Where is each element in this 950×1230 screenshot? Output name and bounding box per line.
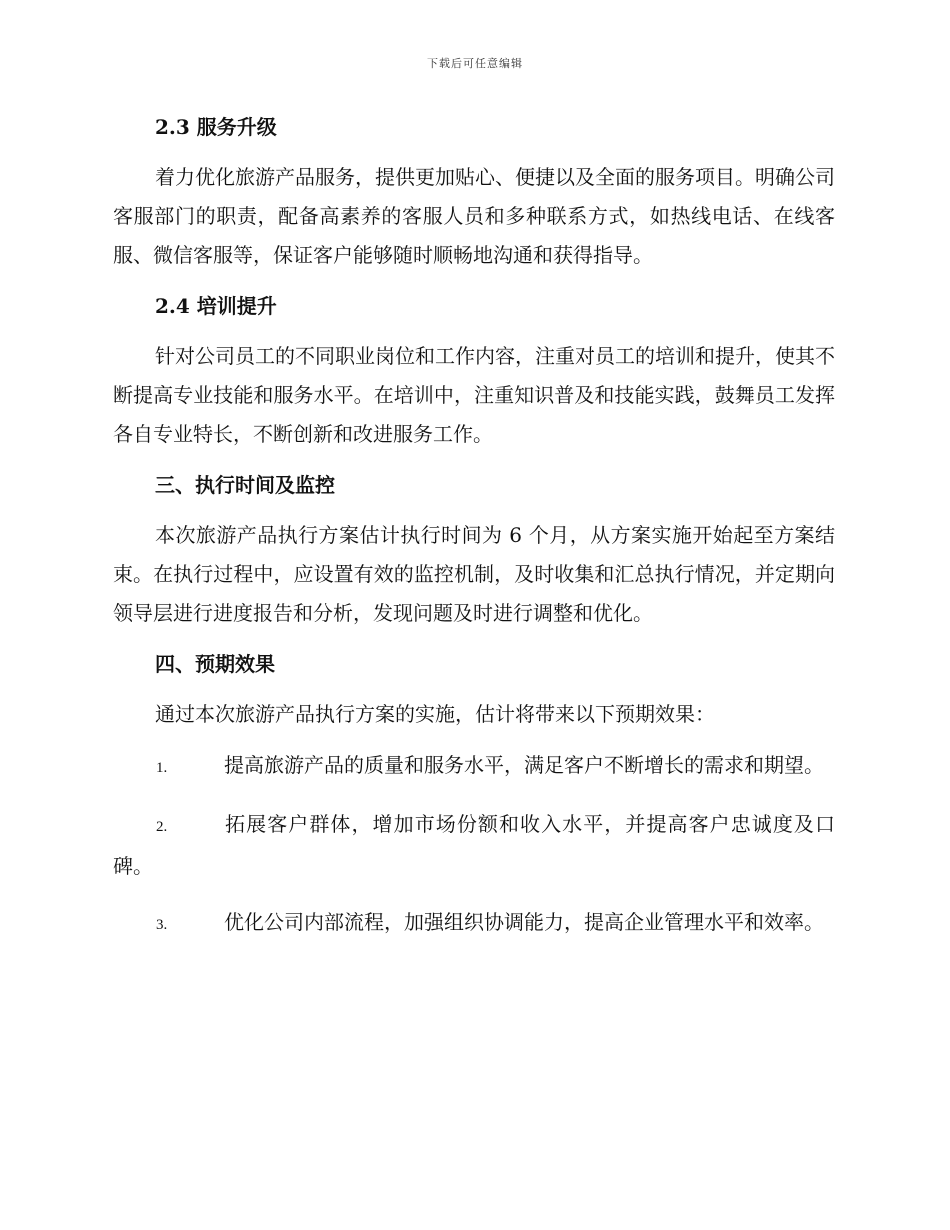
section-paragraph-training: 针对公司员工的不同职业岗位和工作内容，注重对员工的培训和提升，使其不断提高专业技能和服务水平。在培训中，注重知识普及和技能实践，鼓舞员工发挥各自专业特长，不断创新和改进服务工作。 xyxy=(113,344,835,446)
document-body xyxy=(113,108,835,962)
list-item xyxy=(113,805,835,886)
list-item-text: 优化公司内部流程，加强组织协调能力，提高企业管理水平和效率。 xyxy=(224,910,824,934)
list-item-number: 1. xyxy=(156,760,168,776)
section-heading-service-upgrade: 2.3 服务升级 xyxy=(155,115,277,139)
section-paragraph-schedule-monitoring: 本次旅游产品执行方案估计执行时间为 6 个月，从方案实施开始起至方案结束。在执行过程中，应设置有效的监控机制，及时收集和汇总执行情况，并定期向领导层进行进度报告和分析，发现问题及时进行调整和优化。 xyxy=(113,523,835,625)
section-heading-expected-results: 四、预期效果 xyxy=(155,652,275,676)
list-item xyxy=(113,746,835,788)
list-item xyxy=(113,903,835,945)
section-heading-schedule-monitoring: 三、执行时间及监控 xyxy=(155,473,335,497)
section-paragraph-expected-results: 通过本次旅游产品执行方案的实施，估计将带来以下预期效果： xyxy=(155,702,715,726)
list-item-text: 提高旅游产品的质量和服务水平，满足客户不断增长的需求和期望。 xyxy=(224,753,824,777)
header-note: 下载后可任意编辑 xyxy=(427,57,523,70)
section-paragraph-service-upgrade: 着力优化旅游产品服务，提供更加贴心、便捷以及全面的服务项目。明确公司客服部门的职责，配备高素养的客服人员和多种联系方式，如热线电话、在线客服、微信客服等，保证客户能够随时顺畅地沟通和获得指导。 xyxy=(113,165,835,267)
section-heading-training: 2.4 培训提升 xyxy=(155,294,277,318)
list-item-text: 拓展客户群体，增加市场份额和收入水平，并提高客户忠诚度及口碑。 xyxy=(113,812,835,878)
list-item-number: 2. xyxy=(156,819,168,835)
list-item-number: 3. xyxy=(156,917,168,933)
